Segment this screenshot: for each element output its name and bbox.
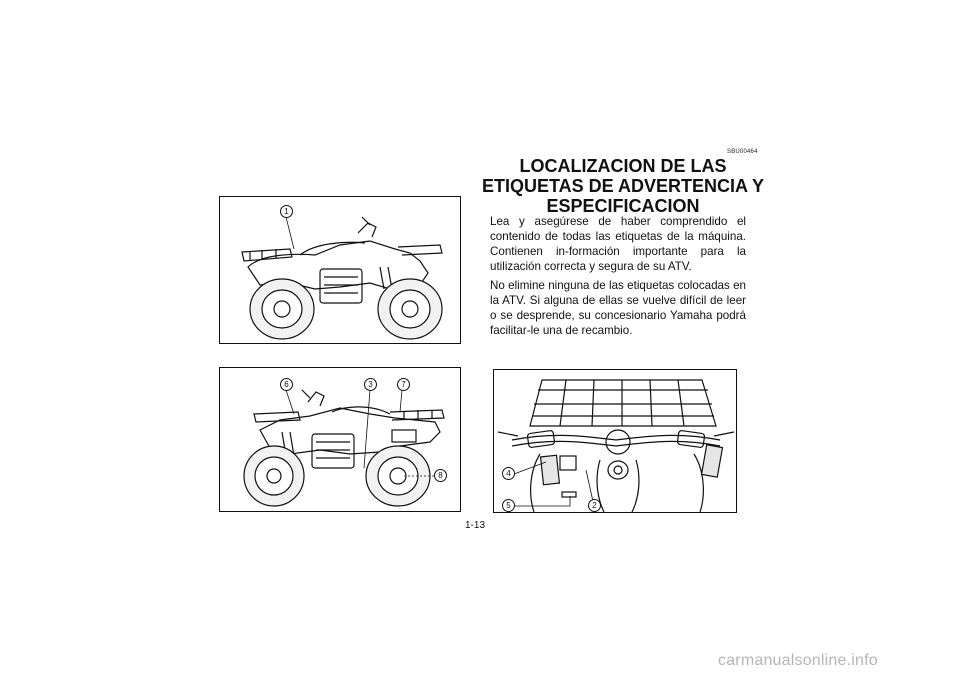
paragraph-1: Lea y asegúrese de haber comprendido el contenido de todas las etiquetas de la máquina. Contienen in-formación importante para la utilización correcta y segura de su ATV. bbox=[490, 215, 746, 273]
atv-right-side-figure bbox=[219, 367, 461, 512]
handlebar-top-figure bbox=[493, 369, 737, 513]
atv-left-side-drawing bbox=[220, 197, 461, 344]
title-line-1: LOCALIZACION DE LAS bbox=[519, 156, 727, 176]
atv-right-side-drawing bbox=[220, 368, 461, 512]
callout-1: 1 bbox=[280, 205, 293, 218]
callout-7: 7 bbox=[397, 378, 410, 391]
atv-left-side-figure bbox=[219, 196, 461, 344]
callout-3: 3 bbox=[364, 378, 377, 391]
section-title bbox=[478, 156, 768, 216]
handlebar-top-drawing bbox=[494, 370, 737, 513]
page-number: 1-13 bbox=[465, 520, 486, 531]
label-code: SBU00464 bbox=[727, 149, 758, 155]
paragraph-2: No elimine ninguna de las etiquetas colocadas en la ATV. Si alguna de ellas se vuelve difícil de leer o se desprende, su concesionario Yamaha podrá facilitar-le una de recambio. bbox=[490, 279, 746, 337]
callout-4: 4 bbox=[502, 467, 515, 480]
title-line-2: ETIQUETAS DE ADVERTENCIA Y bbox=[481, 176, 765, 196]
body-text bbox=[490, 214, 746, 342]
callout-5: 5 bbox=[502, 499, 515, 512]
watermark: carmanualsonline.info bbox=[718, 652, 878, 669]
title-line-3: ESPECIFICACION bbox=[546, 196, 700, 216]
callout-8: 8 bbox=[434, 469, 447, 482]
callout-2: 2 bbox=[588, 499, 601, 512]
callout-6: 6 bbox=[280, 378, 293, 391]
